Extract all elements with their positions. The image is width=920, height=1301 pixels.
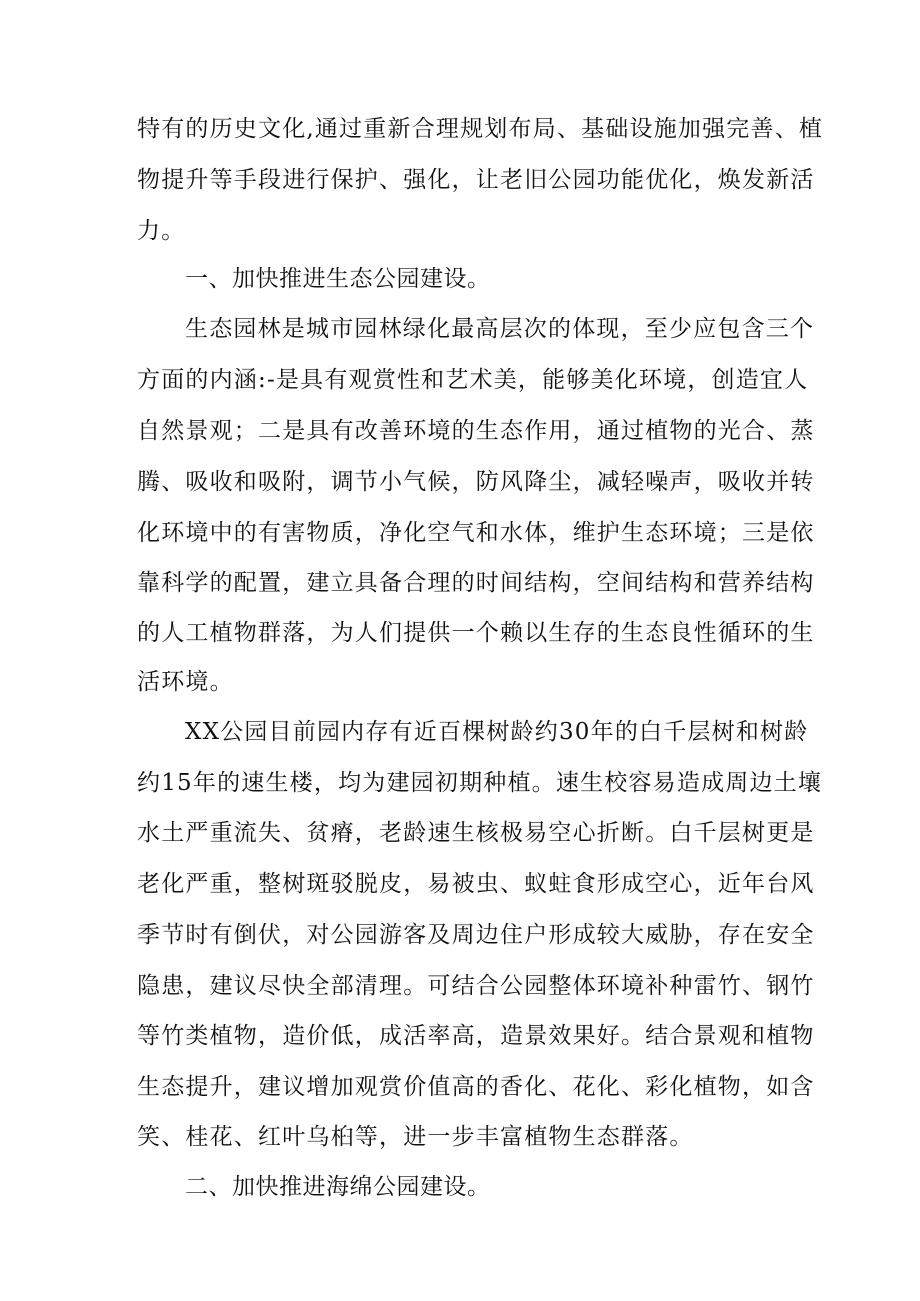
intro-line-3: 力。 xyxy=(137,218,186,244)
park-line-4: 老化严重，整树斑驳脱皮，易被虫、蚁蛀食形成空心，近年台风 xyxy=(137,871,815,897)
park-line-6: 隐患，建议尽快全部清理。可结合公园整体环境补种雷竹、钢竹 xyxy=(137,973,815,999)
park-line-1: XX公园目前园内存有近百棵树龄约30年的白千层树和树龄 xyxy=(185,719,809,745)
ecology-line-1: 生态园林是城市园林绿化最高层次的体现，至少应包含三个 xyxy=(185,316,815,342)
section-heading-2: 二、加快推进海绵公园建设。 xyxy=(185,1174,491,1200)
section-heading-1: 一、加快推进生态公园建设。 xyxy=(185,266,491,292)
ecology-line-8: 活环境。 xyxy=(137,669,234,695)
ecology-line-6: 靠科学的配置，建立具备合理的时间结构，空间结构和营养结构 xyxy=(137,570,815,596)
ecology-line-7: 的人工植物群落，为人们提供一个赖以生存的生态良性循环的生 xyxy=(137,620,815,646)
ecology-line-5: 化环境中的有害物质，净化空气和水体，维护生态环境；三是依 xyxy=(137,520,815,546)
ecology-line-3: 自然景观；二是具有改善环境的生态作用，通过植物的光合、蒸 xyxy=(137,418,815,444)
park-line-2: 约15年的速生楼，均为建园初期种植。速生校容易造成周边土壤 xyxy=(137,770,823,796)
park-line-7: 等竹类植物，造价低，成活率高，造景效果好。结合景观和植物 xyxy=(137,1023,815,1049)
ecology-line-4: 腾、吸收和吸附，调节小气候，防风降尘，减轻噪声，吸收并转 xyxy=(137,469,815,495)
ecology-line-2: 方面的内涵:-是具有观赏性和艺术美，能够美化环境，创造宜人 xyxy=(137,367,809,393)
intro-line-1: 特有的历史文化,通过重新合理规划布局、基础设施加强完善、植 xyxy=(137,116,824,142)
park-line-5: 季节时有倒伏，对公园游客及周边住户形成较大威胁，存在安全 xyxy=(137,922,815,948)
park-line-8: 生态提升，建议增加观赏价值高的香化、花化、彩化植物，如含 xyxy=(137,1074,815,1100)
intro-line-2: 物提升等手段进行保护、强化，让老旧公园功能优化，焕发新活 xyxy=(137,167,815,193)
park-line-3: 水土严重流失、贫瘠，老龄速生核极易空心折断。白千层树更是 xyxy=(137,820,815,846)
park-line-9: 笑、桂花、红叶乌桕等，进一步丰富植物生态群落。 xyxy=(137,1124,694,1150)
